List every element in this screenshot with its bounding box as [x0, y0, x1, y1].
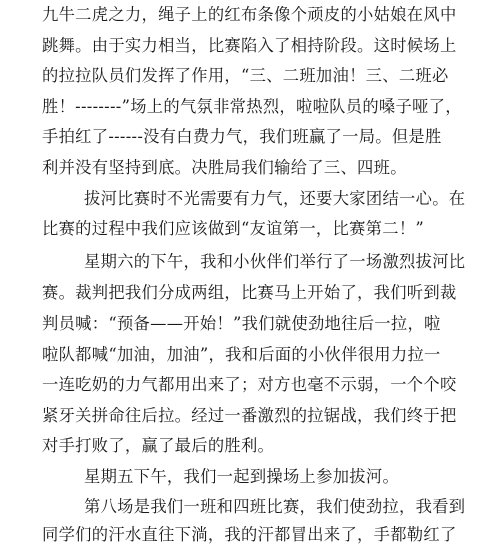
- paragraph-first-line: 第八场是我们一班和四班比赛，我们使劲拉，我看到: [84, 497, 466, 516]
- text-line: 啦队都喊“加油，加油”，我和后面的小伙伴很用力拉一: [42, 345, 441, 364]
- text-line: 同学们的汗水直往下淌，我的汗都冒出来了，手都勒红了: [42, 525, 457, 544]
- text-line: 的拉拉队员们发挥了作用，“三、二班加油！三、二班必: [42, 66, 449, 85]
- paragraph-first-line: 星期六的下午，我和小伙伴们举行了一场激烈拔河比: [84, 252, 466, 271]
- text-line: 胜！--------”场上的气氛非常热烈，啦啦队员的嗓子哑了，: [42, 97, 462, 116]
- text-line: 比赛的过程中我们应该做到“友谊第一，比赛第二！”: [42, 219, 425, 238]
- paragraph-first-line: 拔河比赛时不光需要有力气，还要大家团结一心。在: [84, 189, 466, 208]
- text-line: 赛。裁判把我们分成两组，比赛马上开始了，我们听到裁: [42, 283, 457, 302]
- text-line: 对手打败了，赢了最后的胜利。: [42, 436, 275, 455]
- paragraph-first-line: 星期五下午，我们一起到操场上参加拔河。: [84, 467, 400, 486]
- text-line: 判员喊：“预备——开始！”我们就使劲地往后一拉，啦: [42, 314, 441, 333]
- text-line: 利并没有坚持到底。决胜局我们输给了三、四班。: [42, 158, 407, 177]
- text-line: 手拍红了------没有白费力气，我们班赢了一局。但是胜: [42, 127, 442, 146]
- text-line: 九牛二虎之力，绳子上的红布条像个顽皮的小姑娘在风中: [42, 5, 457, 24]
- text-line: 一连吃奶的力气都用出来了；对方也毫不示弱，一个个咬: [42, 375, 457, 394]
- text-line: 跳舞。由于实力相当，比赛陷入了相持阶段。这时候场上: [42, 36, 457, 55]
- text-line: 紧牙关拼命往后拉。经过一番激烈的拉锯战，我们终于把: [42, 406, 457, 425]
